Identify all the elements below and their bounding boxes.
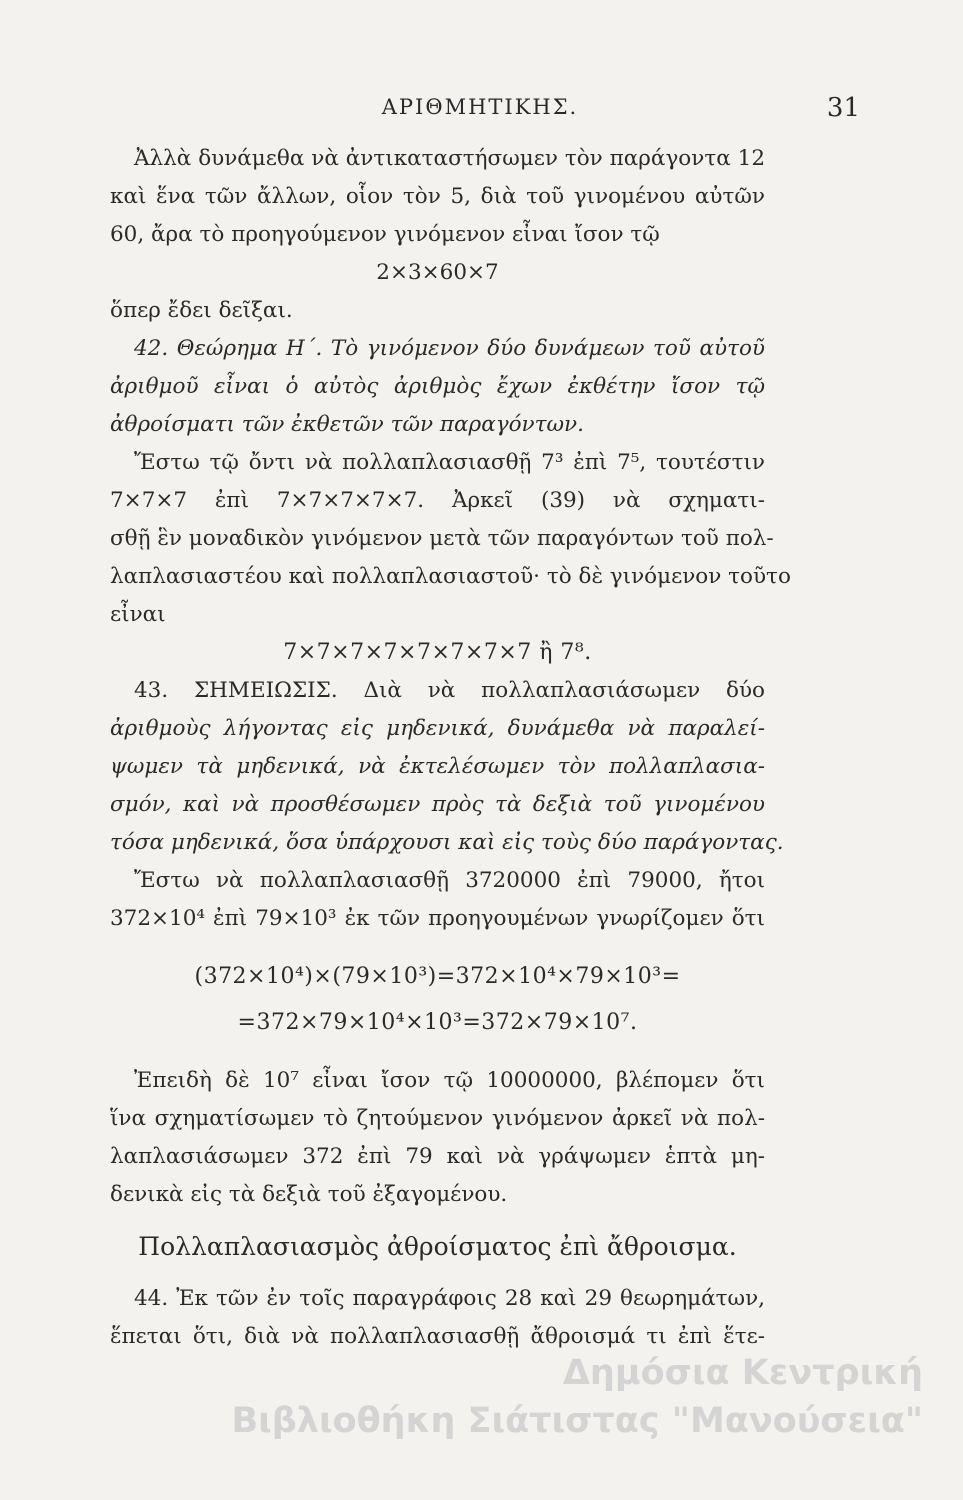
text-line: ψωμεν τὰ μηδενικά, νὰ ἐκτελέσωμεν τὸν πολλαπλασια- xyxy=(110,754,765,779)
text-line: 60, ἄρα τὸ προηγούμενον γινόμενον εἶναι ἴσον τῷ xyxy=(110,222,660,247)
text-line: 2×3×60×7 xyxy=(376,260,499,285)
text-line: Ἀλλὰ δυνάμεθα νὰ ἀντικαταστήσωμεν τὸν παράγοντα 12 xyxy=(134,146,765,171)
text-line: σθῇ ἓν μοναδικὸν γινόμενον μετὰ τῶν παραγόντων τοῦ πολ- xyxy=(110,526,774,551)
text-line: 43. ΣΗΜΕΙΩΣΙΣ. Διὰ νὰ πολλαπλασιάσωμεν δύο xyxy=(134,678,765,703)
text-line: ἀριθμοὺς λήγοντας εἰς μηδενικά, δυνάμεθα νὰ παραλεί- xyxy=(110,716,765,741)
text-line: 7×7×7 ἐπὶ 7×7×7×7×7. Ἀρκεῖ (39) νὰ σχηματι- xyxy=(110,488,765,513)
text-line: Ἐπειδὴ δὲ 10⁷ εἶναι ἴσον τῷ 10000000, βλέπομεν ὅτι xyxy=(134,1068,765,1093)
text-line: 42. Θεώρημα Η΄. Τὸ γινόμενον δύο δυνάμεων τοῦ αὐτοῦ xyxy=(134,336,765,361)
text-line: ἕπεται ὅτι, διὰ νὰ πολλαπλασιασθῇ ἄθροισμά τι ἐπὶ ἕτε- xyxy=(110,1324,765,1349)
text-line: 44. Ἐκ τῶν ἐν τοῖς παραγράφοις 28 καὶ 29 θεωρημάτων, xyxy=(134,1286,765,1311)
running-title: ΑΡΙΘΜΗΤΙΚΗΣ. xyxy=(381,95,579,119)
text-line: εἶναι xyxy=(110,602,166,627)
text-line: ἀθροίσματι τῶν ἐκθετῶν τῶν παραγόντων. xyxy=(110,412,584,437)
text-line: ἀριθμοῦ εἶναι ὁ αὐτὸς ἀριθμὸς ἔχων ἐκθέτην ἴσον τῷ xyxy=(110,374,765,399)
text-line: (372×10⁴)×(79×10³)=372×10⁴×79×10³= xyxy=(194,964,681,989)
text-line: λαπλασιάσωμεν 372 ἐπὶ 79 καὶ νὰ γράψωμεν ἑπτὰ μη- xyxy=(110,1144,765,1169)
text-line: σμόν, καὶ νὰ προσθέσωμεν πρὸς τὰ δεξιὰ τοῦ γινομένου xyxy=(110,792,765,817)
text-line: ὅπερ ἔδει δεῖξαι. xyxy=(110,298,293,323)
text-line: 372×10⁴ ἐπὶ 79×10³ ἐκ τῶν προηγουμένων γνωρίζομεν ὅτι xyxy=(110,906,765,931)
text-line: Ἔστω νὰ πολλαπλασιασθῇ 3720000 ἐπὶ 79000, ἤτοι xyxy=(134,868,765,893)
body-text xyxy=(110,140,791,1356)
text-line: δενικὰ εἰς τὰ δεξιὰ τοῦ ἐξαγομένου. xyxy=(110,1182,508,1207)
text-line: =372×79×10⁴×10³=372×79×10⁷. xyxy=(237,1010,638,1035)
watermark-line-2: Βιβλιοθήκη Σιάτιστας "Μανούσεια" xyxy=(231,1401,923,1441)
text-line: καὶ ἕνα τῶν ἄλλων, οἷον τὸν 5, διὰ τοῦ γινομένου αὐτῶν xyxy=(110,184,765,209)
watermark-line-1: Δημόσια Κεντρική xyxy=(562,1353,923,1393)
running-head xyxy=(100,93,860,123)
text-line: τόσα μηδενικά, ὅσα ὑπάρχουσι καὶ εἰς τοὺς δύο παράγοντας. xyxy=(110,830,784,855)
text-line: 7×7×7×7×7×7×7×7 ἢ 7⁸. xyxy=(283,640,592,665)
library-watermark xyxy=(203,1349,923,1445)
text-line: ἵνα σχηματίσωμεν τὸ ζητούμενον γινόμενον ἀρκεῖ νὰ πολ- xyxy=(110,1106,765,1131)
text-line: λαπλασιαστέου καὶ πολλαπλασιαστοῦ· τὸ δὲ γινόμενον τοῦτο xyxy=(110,564,791,589)
text-line: Ἔστω τῷ ὄντι νὰ πολλαπλασιασθῇ 7³ ἐπὶ 7⁵, τουτέστιν xyxy=(134,450,765,475)
text-line: Πολλαπλασιασμὸς ἀθροίσματος ἐπὶ ἄθροισμα. xyxy=(138,1232,737,1261)
page-number: 31 xyxy=(826,93,860,123)
